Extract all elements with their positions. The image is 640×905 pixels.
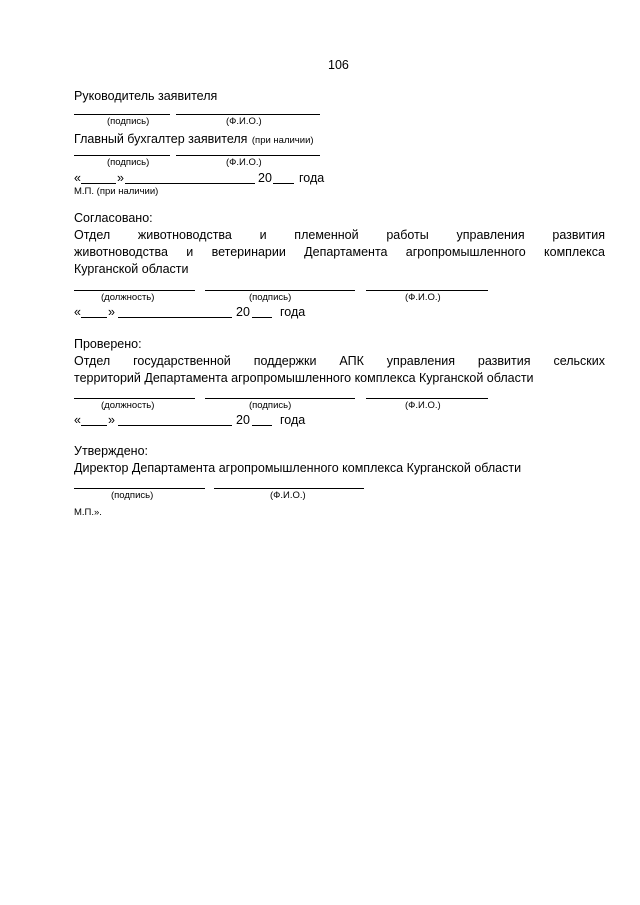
approved-fio-line — [214, 488, 364, 489]
accountant-label-row — [74, 130, 314, 148]
checked-fio-line — [366, 398, 488, 399]
checked-position-line — [74, 398, 195, 399]
agreed-date-day-line — [81, 317, 107, 318]
agreed-heading: Согласовано: — [74, 211, 153, 225]
checked-fio-caption: (Ф.И.О.) — [405, 400, 441, 411]
page-number: 106 — [328, 58, 349, 72]
checked-date-close-quote: » — [108, 413, 115, 427]
approved-body-line-1: Директор Департамента агропромышленного комплекса Курганской области — [74, 461, 522, 475]
agreed-body-line-2: животноводства и ветеринарии Департамента агропромышленного комплекса — [74, 245, 605, 259]
accountant-fio-caption: (Ф.И.О.) — [226, 157, 262, 168]
checked-date-day-line — [81, 425, 107, 426]
agreed-fio-caption: (Ф.И.О.) — [405, 292, 441, 303]
checked-date-open-quote: « — [74, 413, 81, 427]
agreed-body-line-3: Курганской области — [74, 262, 189, 276]
applicant-stamp: М.П. (при наличии) — [74, 186, 159, 197]
agreed-position-line — [74, 290, 195, 291]
checked-position-caption: (должность) — [101, 400, 155, 411]
agreed-date-year-line — [252, 317, 272, 318]
approved-stamp: М.П.». — [74, 507, 102, 518]
accountant-signature-line — [74, 155, 170, 156]
applicant-date-suffix: года — [299, 171, 325, 185]
checked-date-month-line — [118, 425, 232, 426]
agreed-body-line-1: Отдел животноводства и племенной работы управления развития — [74, 228, 605, 242]
checked-date-suffix: года — [280, 413, 306, 427]
accountant-note: (при наличии) — [251, 135, 314, 146]
checked-date-year: 20 — [236, 413, 250, 427]
approved-signature-caption: (подпись) — [111, 490, 154, 501]
agreed-signature-caption: (подпись) — [249, 292, 292, 303]
applicant-date-year: 20 — [258, 171, 272, 185]
head-signature-caption: (подпись) — [107, 116, 150, 127]
accountant-fio-line — [176, 155, 320, 156]
agreed-date-open-quote: « — [74, 305, 81, 319]
agreed-date-month-line — [118, 317, 232, 318]
agreed-signature-line — [205, 290, 355, 291]
agreed-date-close-quote: » — [108, 305, 115, 319]
approved-heading: Утверждено: — [74, 444, 149, 458]
applicant-date-day-line — [81, 183, 116, 184]
applicant-date-year-line — [273, 183, 294, 184]
agreed-fio-line — [366, 290, 488, 291]
checked-signature-line — [205, 398, 355, 399]
head-fio-caption: (Ф.И.О.) — [226, 116, 262, 127]
checked-heading: Проверено: — [74, 337, 142, 351]
head-signature-line — [74, 114, 170, 115]
accountant-label: Главный бухгалтер заявителя — [74, 132, 248, 146]
approved-fio-caption: (Ф.И.О.) — [270, 490, 306, 501]
agreed-position-caption: (должность) — [101, 292, 155, 303]
checked-signature-caption: (подпись) — [249, 400, 292, 411]
accountant-signature-caption: (подпись) — [107, 157, 150, 168]
applicant-date-month-line — [125, 183, 255, 184]
checked-body-line-2: территорий Департамента агропромышленного комплекса Курганской области — [74, 371, 534, 385]
agreed-date-year: 20 — [236, 305, 250, 319]
applicant-date-close-quote: » — [117, 171, 124, 185]
checked-date-year-line — [252, 425, 272, 426]
head-fio-line — [176, 114, 320, 115]
checked-body-line-1: Отдел государственной поддержки АПК управления развития сельских — [74, 354, 605, 368]
head-label: Руководитель заявителя — [74, 89, 218, 103]
agreed-date-suffix: года — [280, 305, 306, 319]
approved-signature-line — [74, 488, 205, 489]
applicant-date-open-quote: « — [74, 171, 81, 185]
